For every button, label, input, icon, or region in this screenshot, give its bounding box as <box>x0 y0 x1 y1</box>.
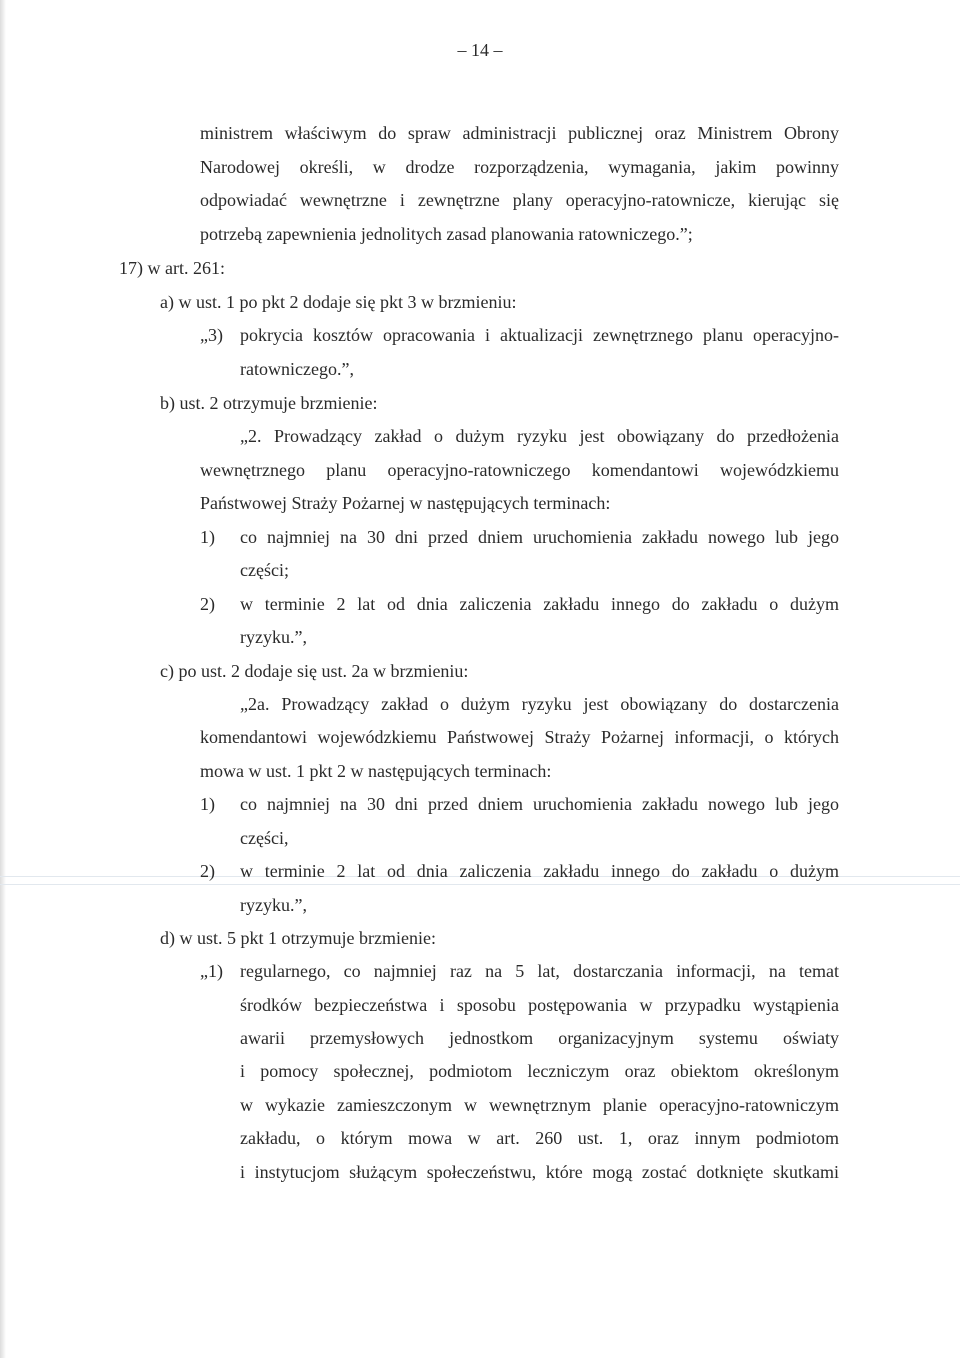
text-line: ratowniczego.”, <box>240 359 354 379</box>
text-line: potrzebą zapewnienia jednolitych zasad planowania ratowniczego.”; <box>200 224 693 244</box>
scan-artifact-line <box>0 884 960 885</box>
text-line: w terminie 2 lat od dnia zaliczenia zakładu innego do zakładu o dużym <box>240 594 839 614</box>
item-number: 1) <box>200 794 215 814</box>
text-line: części; <box>240 560 289 580</box>
text-line: Narodowej określi, w drodze rozporządzenia, wymagania, jakim powinny <box>200 157 839 177</box>
item-number: 1) <box>200 527 215 547</box>
text-line: zakładu, o którym mowa w art. 260 ust. 1, oraz innym podmiotom <box>240 1128 839 1148</box>
text-line: ryzyku.”, <box>240 627 307 647</box>
item-number: 2) <box>200 594 215 614</box>
text-line: komendantowi wojewódzkiemu Państwowej Straży Pożarnej informacji, o których <box>200 727 839 747</box>
text-line: w wykazie zamieszczonym w wewnętrznym planie operacyjno-ratowniczym <box>240 1095 839 1115</box>
text-line: w terminie 2 lat od dnia zaliczenia zakładu innego do zakładu o dużym <box>240 861 839 881</box>
text-line: części, <box>240 828 289 848</box>
letter-b-head: b) ust. 2 otrzymuje brzmienie: <box>160 393 378 413</box>
text-line: co najmniej na 30 dni przed dniem uruchomienia zakładu nowego lub jego <box>240 527 839 547</box>
text-line: „2a. Prowadzący zakład o dużym ryzyku jest obowiązany do dostarczenia <box>240 694 839 714</box>
text-line: awarii przemysłowych jednostkom organizacyjnym systemu oświaty <box>240 1028 839 1048</box>
item-number: „3) <box>200 325 223 345</box>
text-line: odpowiadać wewnętrzne i zewnętrzne plany operacyjno-ratownicze, kierując się <box>200 190 839 210</box>
text-line: Państwowej Straży Pożarnej w następujących terminach: <box>200 493 611 513</box>
page-number: – 14 – <box>457 40 503 60</box>
text-line: ryzyku.”, <box>240 895 307 915</box>
text-line: „2. Prowadzący zakład o dużym ryzyku jest obowiązany do przedłożenia <box>240 426 839 446</box>
text-line: co najmniej na 30 dni przed dniem uruchomienia zakładu nowego lub jego <box>240 794 839 814</box>
text-line: i instytucjom służącym społeczeństwu, które mogą zostać dotknięte skutkami <box>240 1162 839 1182</box>
letter-a-head: a) w ust. 1 po pkt 2 dodaje się pkt 3 w brzmieniu: <box>160 292 517 312</box>
scan-edge <box>0 0 6 1358</box>
item-number: 2) <box>200 861 215 881</box>
point-17: 17) w art. 261: <box>119 258 225 278</box>
text-line: ministrem właściwym do spraw administracji publicznej oraz Ministrem Obrony <box>200 123 839 143</box>
text-line: mowa w ust. 1 pkt 2 w następujących terminach: <box>200 761 552 781</box>
text-line: i pomocy społecznej, podmiotom leczniczym oraz obiektom określonym <box>240 1061 839 1081</box>
item-number: „1) <box>200 961 223 981</box>
text-line: pokrycia kosztów opracowania i aktualizacji zewnętrznego planu operacyjno- <box>240 325 839 345</box>
text-line: środków bezpieczeństwa i sposobu postępowania w przypadku wystąpienia <box>240 995 839 1015</box>
text-line: wewnętrznego planu operacyjno-ratowniczego komendantowi wojewódzkiemu <box>200 460 839 480</box>
text-line: regularnego, co najmniej raz na 5 lat, dostarczania informacji, na temat <box>240 961 839 981</box>
letter-c-head: c) po ust. 2 dodaje się ust. 2a w brzmieniu: <box>160 661 469 681</box>
letter-d-head: d) w ust. 5 pkt 1 otrzymuje brzmienie: <box>160 928 436 948</box>
